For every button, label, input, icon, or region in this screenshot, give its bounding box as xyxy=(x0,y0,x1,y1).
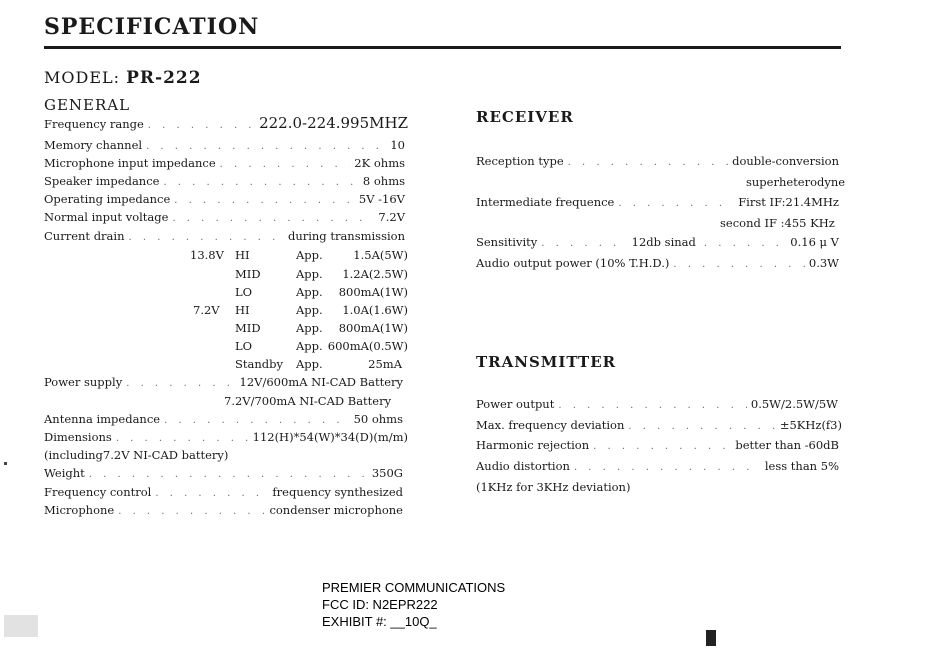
dot-leader xyxy=(174,195,355,206)
spec-value: 8 ohms xyxy=(362,174,405,188)
scan-artifact xyxy=(706,630,716,646)
spec-label: Dimensions xyxy=(44,430,112,444)
scan-artifact xyxy=(4,462,7,465)
spec-label: Speaker impedance xyxy=(44,174,160,188)
current-row xyxy=(190,321,408,337)
current-row xyxy=(190,285,408,301)
spec-value: 0.3W xyxy=(808,256,839,270)
spec-label: Power output xyxy=(476,397,555,411)
spec-label: Max. frequency deviation xyxy=(476,418,625,432)
spec-row xyxy=(44,375,403,389)
spec-label: Sensitivity xyxy=(476,235,538,249)
current-amp: 1.5A(5W) xyxy=(353,248,408,262)
current-amp: 1.2A(2.5W) xyxy=(342,267,408,281)
dot-leader xyxy=(164,415,349,426)
spec-row xyxy=(44,485,403,499)
current-app: App. xyxy=(296,321,323,335)
current-app: App. xyxy=(296,267,323,281)
spec-value: 50 ohms xyxy=(353,412,403,426)
page-title: SPECIFICATION xyxy=(44,14,260,40)
current-amp: 1.0A(1.6W) xyxy=(342,303,408,317)
spec-row xyxy=(476,418,842,432)
spec-row xyxy=(476,438,839,452)
spec-label: Harmonic rejection xyxy=(476,438,590,452)
spec-label: Operating impedance xyxy=(44,192,171,206)
spec-value: 112(H)*54(W)*34(D)(m/m) xyxy=(252,430,408,444)
dot-leader xyxy=(155,488,268,499)
current-app: App. xyxy=(296,303,323,317)
transmitter-heading: TRANSMITTER xyxy=(476,353,617,371)
spec-value-continued: second IF :455 KHz xyxy=(720,216,835,230)
spec-row xyxy=(44,138,405,152)
current-level: Standby xyxy=(235,357,283,371)
spec-value: First IF:21.4MHz xyxy=(738,195,839,209)
spec-value: less than 5% xyxy=(764,459,839,473)
current-row xyxy=(190,267,408,283)
spec-label: Memory channel xyxy=(44,138,143,152)
dot-leader xyxy=(568,157,728,168)
current-level: LO xyxy=(235,285,253,299)
spec-label: Normal input voltage xyxy=(44,210,169,224)
current-app: App. xyxy=(296,248,323,262)
dot-leader xyxy=(146,141,386,152)
receiver-heading: RECEIVER xyxy=(476,108,574,126)
spec-row xyxy=(44,114,408,132)
dot-leader xyxy=(574,462,761,473)
exhibit-number: EXHIBIT #: __10Q_ xyxy=(322,614,437,629)
current-level: MID xyxy=(235,321,261,335)
current-level: HI xyxy=(235,248,250,262)
scan-artifact xyxy=(4,615,38,637)
model-value: PR-222 xyxy=(126,68,202,88)
spec-note: (including7.2V NI-CAD battery) xyxy=(44,448,229,462)
spec-note: (1KHz for 3KHz deviation) xyxy=(476,480,631,494)
spec-label: Frequency control xyxy=(44,485,152,499)
spec-value: 7.2V xyxy=(378,210,405,224)
spec-value: 10 xyxy=(390,138,405,152)
spec-label: Frequency range xyxy=(44,117,144,131)
dot-leader xyxy=(129,232,284,243)
title-rule xyxy=(44,46,841,49)
spec-label: Reception type xyxy=(476,154,564,168)
spec-value-continued: 7.2V/700mA NI-CAD Battery xyxy=(224,394,392,408)
spec-label: Intermediate frequence xyxy=(476,195,615,209)
spec-value: 222.0-224.995MHZ xyxy=(259,114,408,132)
current-amp: 800mA(1W) xyxy=(338,321,408,335)
dot-leader xyxy=(126,378,235,389)
dot-leader xyxy=(220,159,351,170)
current-voltage: 7.2V xyxy=(193,303,220,317)
spec-row xyxy=(44,174,405,188)
spec-row xyxy=(44,210,405,224)
general-heading: GENERAL xyxy=(44,96,131,114)
spec-row xyxy=(476,397,838,411)
spec-label: Microphone input impedance xyxy=(44,156,216,170)
current-app: App. xyxy=(296,339,323,353)
spec-row xyxy=(44,430,408,444)
dot-leader xyxy=(673,259,805,270)
current-app: App. xyxy=(296,357,323,371)
dot-leader xyxy=(704,238,786,249)
spec-label: Microphone xyxy=(44,503,115,517)
spec-row xyxy=(476,235,839,249)
current-amp: 25mA xyxy=(368,357,402,371)
current-app: App. xyxy=(296,285,323,299)
spec-label: Antenna impedance xyxy=(44,412,161,426)
dot-leader xyxy=(116,433,249,444)
spec-value-continued: superheterodyne xyxy=(746,175,846,189)
current-voltage: 13.8V xyxy=(190,248,224,262)
model-line xyxy=(44,68,202,88)
current-row xyxy=(190,339,408,355)
spec-value: 350G xyxy=(371,466,403,480)
spec-row xyxy=(44,229,405,243)
current-row xyxy=(190,248,408,264)
spec-value: during transmission xyxy=(287,229,405,243)
spec-value: 12V/600mA NI-CAD Battery xyxy=(239,375,403,389)
spec-value: ±5KHz(f3) xyxy=(779,418,842,432)
spec-label: Current drain xyxy=(44,229,125,243)
dot-leader xyxy=(89,469,368,480)
current-level: LO xyxy=(235,339,253,353)
dot-leader xyxy=(558,400,747,411)
dot-leader xyxy=(628,421,775,432)
model-label: MODEL: xyxy=(44,68,121,87)
spec-value: condenser microphone xyxy=(269,503,403,517)
current-amp: 800mA(1W) xyxy=(338,285,408,299)
spec-value: double-conversion xyxy=(732,154,839,168)
spec-label: Weight xyxy=(44,466,85,480)
spec-value: frequency synthesized xyxy=(272,485,403,499)
spec-row xyxy=(44,466,403,480)
current-row xyxy=(190,303,408,319)
spec-row xyxy=(44,156,405,170)
fcc-id: FCC ID: N2EPR222 xyxy=(322,597,438,612)
dot-leader xyxy=(593,441,731,452)
spec-value: 2K ohms xyxy=(354,156,405,170)
spec-label: Audio output power (10% T.H.D.) xyxy=(476,256,670,270)
fcc-exhibit-stamp xyxy=(322,579,505,630)
dot-leader xyxy=(541,238,623,249)
dot-leader xyxy=(163,177,358,188)
spec-row xyxy=(44,412,403,426)
spec-row xyxy=(44,503,403,517)
spec-row xyxy=(476,256,839,270)
spec-value: 0.5W/2.5W/5W xyxy=(750,397,838,411)
dot-leader xyxy=(618,198,734,209)
spec-row xyxy=(476,154,839,168)
spec-value: 0.16 μ V xyxy=(790,235,839,249)
spec-row xyxy=(44,192,405,206)
dot-leader xyxy=(148,120,255,131)
company-name: PREMIER COMMUNICATIONS xyxy=(322,580,506,595)
dot-leader xyxy=(118,506,265,517)
current-level: HI xyxy=(235,303,250,317)
spec-row xyxy=(476,195,839,209)
spec-row xyxy=(476,459,839,473)
current-row xyxy=(190,357,408,373)
spec-value: better than -60dB xyxy=(735,438,839,452)
spec-label: Power supply xyxy=(44,375,123,389)
spec-label: Audio distortion xyxy=(476,459,570,473)
spec-mid: 12db sinad xyxy=(631,235,696,249)
spec-value: 5V -16V xyxy=(358,192,405,206)
current-level: MID xyxy=(235,267,261,281)
current-amp: 600mA(0.5W) xyxy=(327,339,408,353)
dot-leader xyxy=(172,213,374,224)
